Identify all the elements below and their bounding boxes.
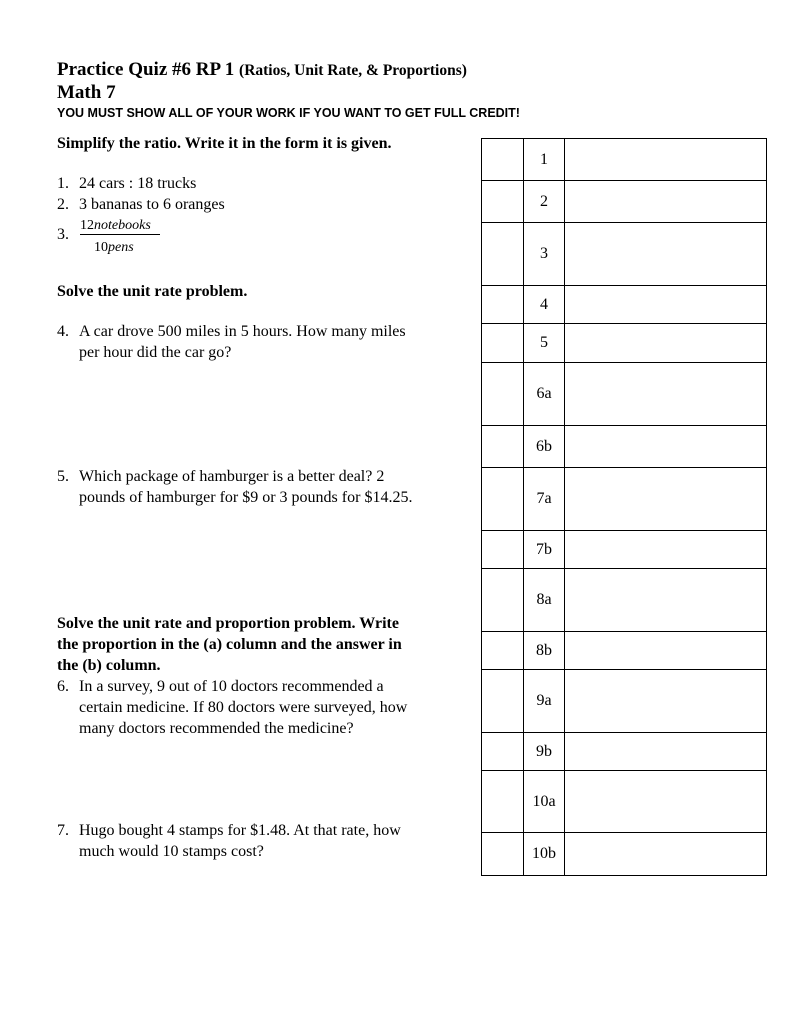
- answer-cell[interactable]: [565, 733, 767, 771]
- answer-row: [482, 632, 767, 670]
- answer-row: [482, 181, 767, 223]
- answer-label: 5: [524, 324, 565, 363]
- answer-label: 6a: [524, 363, 565, 426]
- answer-cell[interactable]: [565, 181, 767, 223]
- answer-table: [481, 138, 767, 876]
- answer-label: 3: [524, 223, 565, 286]
- question-7: [57, 820, 467, 862]
- answer-label: 4: [524, 286, 565, 324]
- section-simplify-heading: Simplify the ratio. Write it in the form it is given.: [57, 135, 392, 152]
- answer-label: 9a: [524, 670, 565, 733]
- heading-line: the (b) column.: [57, 657, 161, 674]
- answer-margin-cell: [482, 426, 524, 468]
- answer-label: 10b: [524, 833, 565, 876]
- answer-margin-cell: [482, 733, 524, 771]
- answer-cell[interactable]: [565, 771, 767, 833]
- question-2: [57, 194, 457, 215]
- answer-margin-cell: [482, 771, 524, 833]
- answer-margin-cell: [482, 324, 524, 363]
- question-text-line: certain medicine. If 80 doctors were surveyed, how: [79, 699, 408, 716]
- answer-label: 2: [524, 181, 565, 223]
- answer-row: [482, 833, 767, 876]
- fraction-numerator-value: 12: [80, 218, 94, 233]
- answer-margin-cell: [482, 670, 524, 733]
- question-5: [57, 466, 467, 508]
- question-text: 24 cars : 18 trucks: [79, 175, 197, 192]
- answer-margin-cell: [482, 632, 524, 670]
- answer-label: 7a: [524, 468, 565, 531]
- answer-row: [482, 286, 767, 324]
- question-4: [57, 321, 467, 363]
- question-number: 3.: [57, 226, 69, 243]
- answer-margin-cell: [482, 531, 524, 569]
- answer-row: [482, 771, 767, 833]
- question-text-line: Which package of hamburger is a better deal? 2: [79, 468, 385, 485]
- answer-row: [482, 363, 767, 426]
- answer-row: [482, 324, 767, 363]
- answer-row: [482, 139, 767, 181]
- answer-cell[interactable]: [565, 468, 767, 531]
- answer-cell[interactable]: [565, 569, 767, 632]
- answer-label: 9b: [524, 733, 565, 771]
- question-number: 7.: [57, 822, 69, 839]
- answer-margin-cell: [482, 833, 524, 876]
- answer-margin-cell: [482, 286, 524, 324]
- answer-cell[interactable]: [565, 670, 767, 733]
- answer-cell[interactable]: [565, 426, 767, 468]
- fraction-denominator-unit: pens: [108, 240, 134, 255]
- question-text-line: In a survey, 9 out of 10 doctors recommended a: [79, 678, 384, 695]
- question-text: 3 bananas to 6 oranges: [79, 196, 225, 213]
- question-text-line: per hour did the car go?: [79, 344, 232, 361]
- answer-cell[interactable]: [565, 531, 767, 569]
- quiz-title-sub: (Ratios, Unit Rate, & Proportions): [239, 62, 467, 79]
- question-text-line: much would 10 stamps cost?: [79, 843, 264, 860]
- question-text-line: Hugo bought 4 stamps for $1.48. At that rate, how: [79, 822, 401, 839]
- answer-cell[interactable]: [565, 363, 767, 426]
- answer-row: [482, 670, 767, 733]
- answer-row: [482, 468, 767, 531]
- answer-label: 6b: [524, 426, 565, 468]
- answer-cell[interactable]: [565, 223, 767, 286]
- answer-margin-cell: [482, 181, 524, 223]
- question-text-line: A car drove 500 miles in 5 hours. How many miles: [79, 323, 406, 340]
- answer-margin-cell: [482, 363, 524, 426]
- question-number: 6.: [57, 678, 69, 695]
- fraction-bar: [80, 234, 160, 235]
- fraction-numerator-unit: notebooks: [94, 218, 151, 233]
- heading-line: Solve the unit rate and proportion problem. Write: [57, 615, 399, 632]
- answer-label: 7b: [524, 531, 565, 569]
- question-text-line: pounds of hamburger for $9 or 3 pounds for $14.25.: [79, 489, 413, 506]
- quiz-title-main: Practice Quiz #6 RP 1: [57, 59, 235, 80]
- question-text-line: many doctors recommended the medicine?: [79, 720, 354, 737]
- fraction-denominator-value: 10: [94, 240, 108, 255]
- answer-cell[interactable]: [565, 286, 767, 324]
- answer-cell[interactable]: [565, 833, 767, 876]
- work-warning: YOU MUST SHOW ALL OF YOUR WORK IF YOU WANT TO GET FULL CREDIT!: [57, 106, 520, 120]
- fraction-notebooks-pens: [80, 215, 170, 259]
- answer-row: [482, 531, 767, 569]
- answer-label: 8a: [524, 569, 565, 632]
- answer-row: [482, 223, 767, 286]
- answer-cell[interactable]: [565, 324, 767, 363]
- course-name: Math 7: [57, 82, 116, 103]
- question-number: 2.: [57, 196, 69, 213]
- answer-label: 1: [524, 139, 565, 181]
- answer-margin-cell: [482, 468, 524, 531]
- answer-margin-cell: [482, 223, 524, 286]
- question-number: 1.: [57, 175, 69, 192]
- answer-margin-cell: [482, 569, 524, 632]
- answer-cell[interactable]: [565, 632, 767, 670]
- answer-margin-cell: [482, 139, 524, 181]
- answer-row: [482, 733, 767, 771]
- question-1: [57, 173, 457, 194]
- answer-cell[interactable]: [565, 139, 767, 181]
- answer-row: [482, 569, 767, 632]
- quiz-title: [57, 59, 467, 81]
- question-number: 4.: [57, 323, 69, 340]
- answer-label: 10a: [524, 771, 565, 833]
- section-proportion-heading: [57, 613, 402, 676]
- heading-line: the proportion in the (a) column and the answer in: [57, 636, 402, 653]
- question-3: [57, 215, 257, 259]
- answer-row: [482, 426, 767, 468]
- question-number: 5.: [57, 468, 69, 485]
- answer-label: 8b: [524, 632, 565, 670]
- section-unit-rate-heading: Solve the unit rate problem.: [57, 283, 248, 300]
- question-6: [57, 676, 467, 739]
